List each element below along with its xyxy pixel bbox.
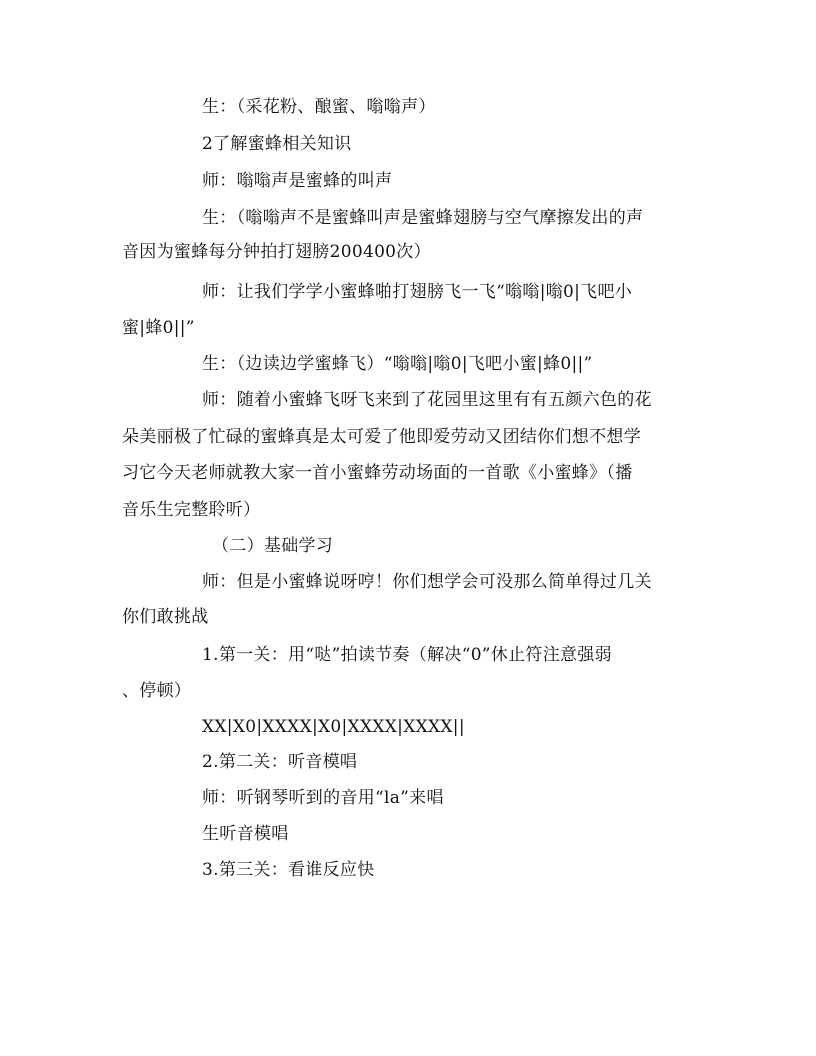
text-line: 习它今天老师就教大家一首小蜜蜂劳动场面的一首歌《小蜜蜂》（播 (122, 463, 633, 483)
section-heading: （二）基础学习 (212, 536, 334, 556)
text-line: 2了解蜜蜂相关知识 (202, 134, 352, 154)
text-line: 生听音模唱 (202, 824, 289, 844)
text-line: 师：但是小蜜蜂说呀哼！你们想学会可没那么简单得过几关 (202, 572, 652, 592)
text-line: 师：让我们学学小蜜蜂啪打翅膀飞一飞“嗡嗡|嗡0|飞吧小 (202, 282, 633, 302)
text-line: 音因为蜜蜂每分钟拍打翅膀200400次） (122, 242, 431, 262)
text-line: 生：（嗡嗡声不是蜜蜂叫声是蜜蜂翅膀与空气摩擦发出的声 (202, 208, 644, 228)
text-line: 师：听钢琴听到的音用“la”来唱 (202, 788, 444, 808)
text-line: 你们敢挑战 (122, 607, 209, 627)
text-line: 师：嗡嗡声是蜜蜂的叫声 (202, 171, 393, 191)
text-line: 3.第三关：看谁反应快 (202, 860, 375, 880)
text-line: 朵美丽极了忙碌的蜜蜂真是太可爱了他即爱劳动又团结你们想不想学 (122, 427, 641, 447)
rhythm-notation: XX|X0|XXXX|X0|XXXX|XXXX|| (202, 717, 465, 737)
text-line: 、停顿） (122, 681, 192, 701)
text-line: 2.第二关：听音模唱 (202, 752, 358, 772)
text-line: 蜜|蜂0||” (122, 318, 195, 338)
text-line: 师：随着小蜜蜂飞呀飞来到了花园里这里有有五颜六色的花 (202, 390, 652, 410)
text-line: 1.第一关：用“哒”拍读节奏（解决“0”休止符注意强弱 (202, 645, 612, 665)
text-line: 生：（边读边学蜜蜂飞）“嗡嗡|嗡0|飞吧小蜜|蜂0||” (202, 354, 593, 374)
text-line: 音乐生完整聆听） (122, 500, 261, 520)
text-line: 生：（采花粉、酿蜜、嗡嗡声） (202, 97, 436, 117)
